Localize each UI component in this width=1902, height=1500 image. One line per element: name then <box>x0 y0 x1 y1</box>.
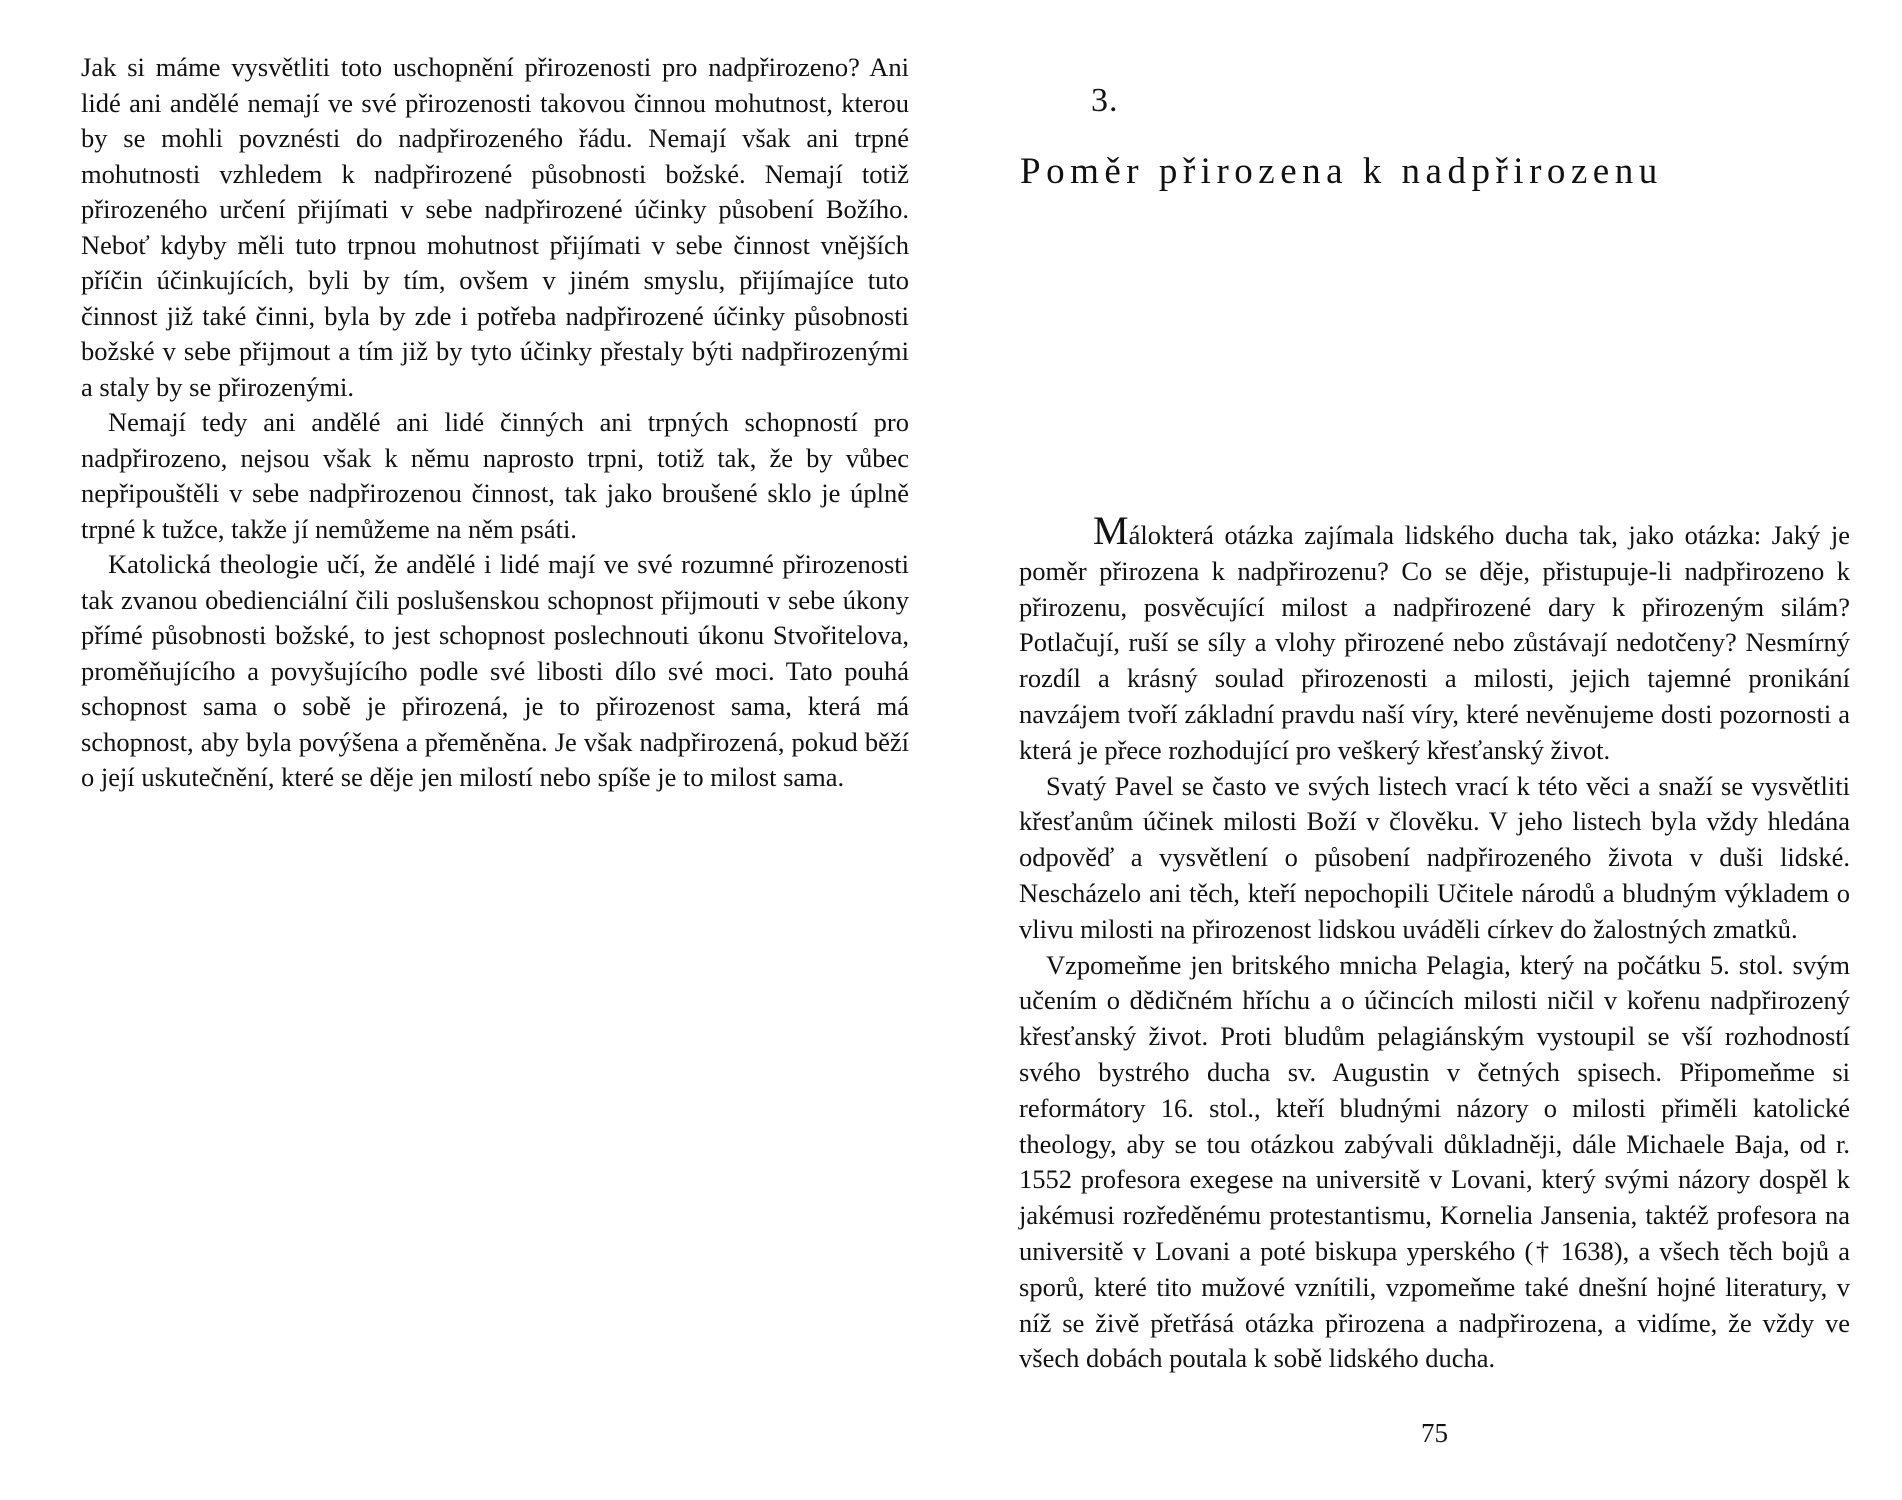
right-paragraph-2: Svatý Pavel se často ve svých listech vrací k této věci a snaží se vysvětliti křesťanům účinek milosti Boží v člověku. V jeho listech byla vždy hledána odpověď a vysvětlení o působení nadpřirozeného života v duši lidské. Nescházelo ani těch, kteří nepochopili Učitele národů a bludným výkladem o vlivu milosti na přirozenost lidskou uváděli církev do žalostných zmatků. <box>1019 770 1850 944</box>
page-number: 75 <box>1421 1418 1448 1448</box>
lead-paragraph-text: álokterá otázka zajímala lidského ducha tak, jako otázka: Jaký je poměr přirozena k nadpřirozenu? Co se děje, přistupuje-li nadpřirozeno k přirozenu, posvěcující milost a nadpřirozené dary k přirozeným silám? Potlačují, ruší se síly a vlohy přirozené nebo zůstávají nedotčeny? Nesmírný rozdíl a krásný soulad přirozenosti a milosti, jejich tajemné pronikání navzájem tvoří základní pravdu naší víry, které nevěnujeme dosti pozornosti a která je přece rozhodující pro veškerý křesťanský život. <box>1019 520 1850 765</box>
chapter-title: Poměr přirozena k nadpřirozenu <box>1020 151 1663 192</box>
right-page <box>951 0 1902 1500</box>
left-paragraph-3: Katolická theologie učí, že andělé i lidé mají ve své rozumné přirozenosti tak zvanou obedienciální čili poslušenskou schopnost přijmouti v sebe úkony přímé působnosti božské, to jest schopnost poslechnouti úkonu Stvořitelova, proměňujícího a povyšujícího podle své libosti dílo své moci. Tato pouhá schopnost sama o sobě je přirozená, je to přirozenost sama, která má schopnost, aby byla povýšena a přeměněna. Je však nadpřirozená, pokud běží o její uskutečnění, které se děje jen milostí nebo spíše je to milost sama. <box>81 549 909 792</box>
drop-cap-letter: M <box>1093 508 1129 553</box>
left-page-text-column <box>81 50 909 796</box>
right-lead-paragraph <box>1019 508 1850 769</box>
chapter-number: 3. <box>1091 82 1119 119</box>
left-paragraph-1: Jak si máme vysvětliti toto uschopnění přirozenosti pro nadpřirozeno? Ani lidé ani andělé nemají ve své přirozenosti takovou činnou mohutnost, kterou by se mohli povznésti do nadpřirozeného řádu. Nemají však ani trpné mohutnosti vzhledem k nadpřirozené působnosti božské. Nemají totiž přirozeného určení přijímati v sebe nadpřirozené účinky působení Božího. Neboť kdyby měli tuto trpnou mohutnost přijímati v sebe činnost vnějších příčin účinkujících, byli by tím, ovšem v jiném smyslu, přijímajíce tuto činnost již také činni, byla by zde i potřeba nadpřirozené účinky působnosti božské v sebe přijmout a tím již by tyto účinky přestaly býti nadpřirozenými a staly by se přirozenými. <box>81 52 909 402</box>
right-page-text-column <box>1019 508 1850 1377</box>
left-paragraph-2: Nemají tedy ani andělé ani lidé činných ani trpných schopností pro nadpřirozeno, nejsou však k němu naprosto trpni, totiž tak, že by vůbec nepřipouštěli v sebe nadpřirozenou činnost, tak jako broušené sklo je úplně trpné k tužce, takže jí nemůžeme na něm psáti. <box>81 407 909 544</box>
right-paragraph-3: Vzpomeňme jen britského mnicha Pelagia, který na počátku 5. stol. svým učením o dědičném hříchu a o účincích milosti ničil v kořenu nadpřirozený křesťanský život. Proti bludům pelagiánským vystoupil se vší rozhodností svého bystrého ducha sv. Augustin v četných spisech. Připomeňme si reformátory 16. stol., kteří bludnými názory o milosti přiměli katolické theology, aby se tou otázkou zabývali důkladněji, dále Michaele Baja, od r. 1552 profesora exegese na universitě v Lovani, který svými názory dospěl k jakémusi rozředěnému protestantismu, Kornelia Jansenia, taktéž profesora na universitě v Lovani a poté biskupa yperského († 1638), a všech těch bojů a sporů, které tito mužové vznítili, vzpomeňme také dnešní hojné literatury, v níž se živě přetřásá otázka přirozena a nadpřirozena, a vidíme, že vždy ve všech dobách poutala k sobě lidského ducha. <box>1019 949 1850 1374</box>
